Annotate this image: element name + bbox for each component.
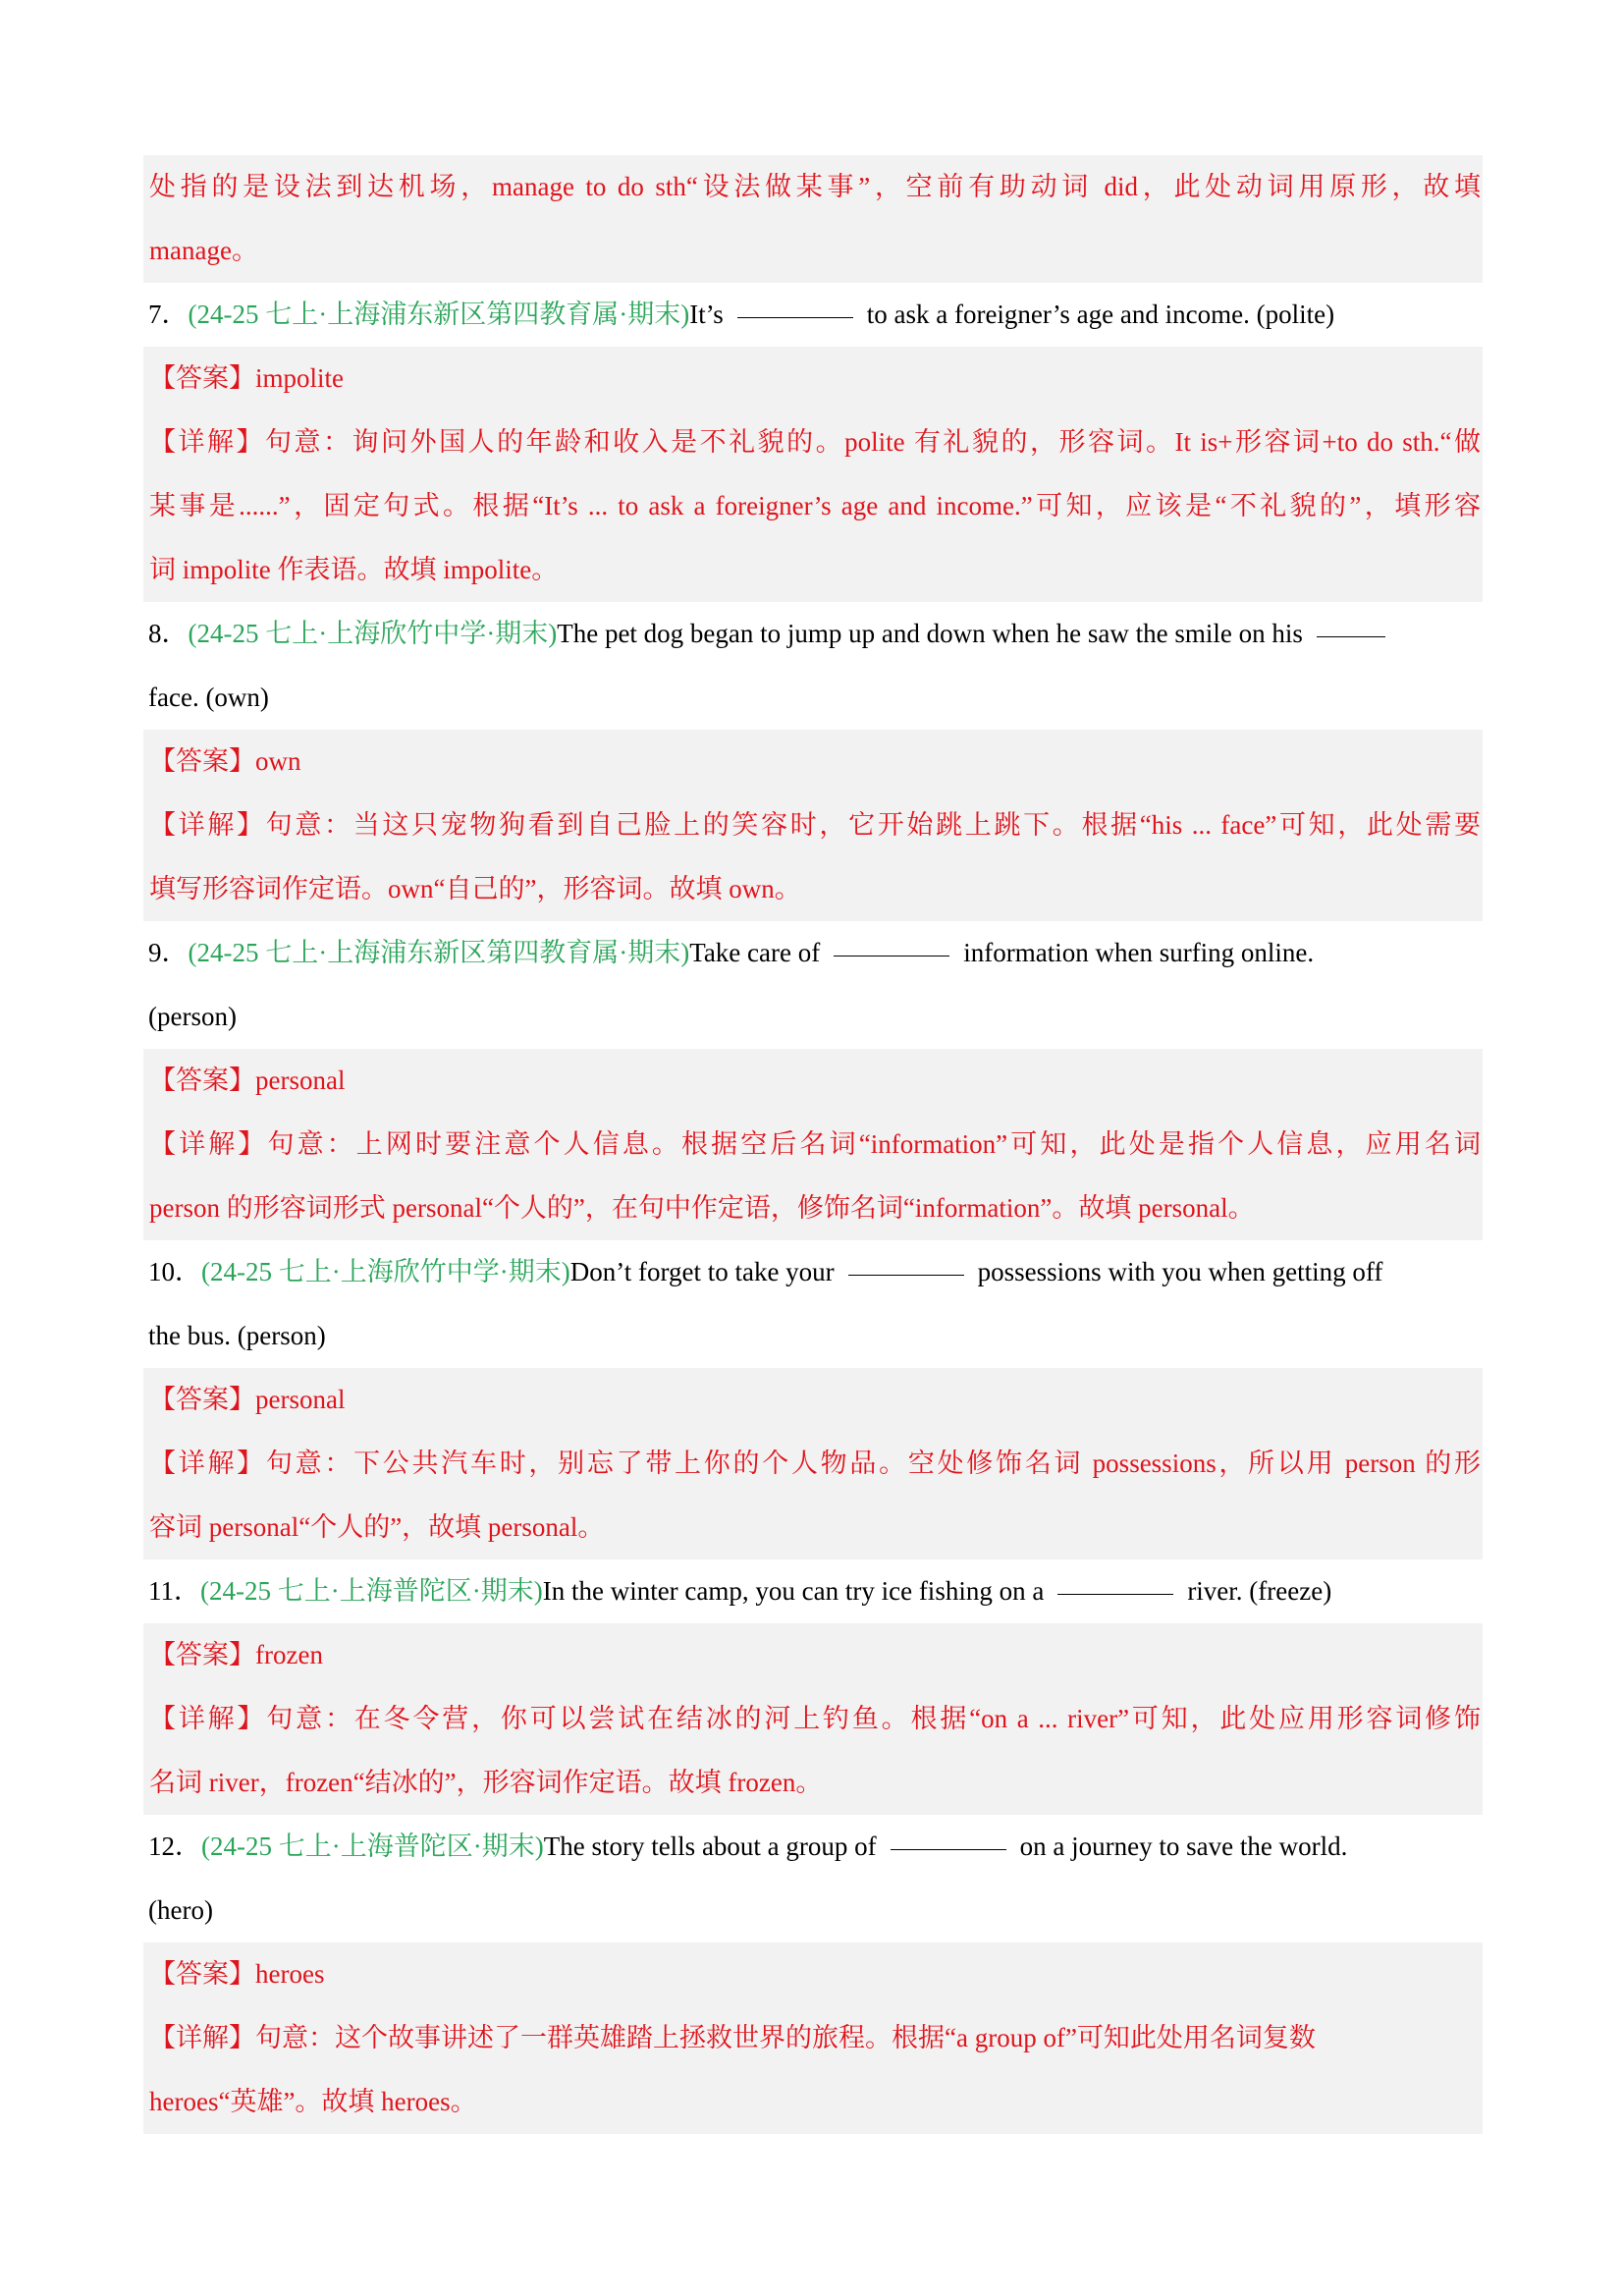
explanation-line: heroes“英雄”。故填 heroes。 <box>149 2087 477 2116</box>
answer-line: 【答案】personal <box>149 1066 346 1095</box>
question-source: (24-25 七上·上海欣竹中学·期末) <box>201 1257 570 1286</box>
answer-line: 【答案】frozen <box>149 1640 323 1669</box>
question-7 <box>143 283 1483 347</box>
question-9 <box>143 921 1483 1049</box>
question-line: the bus. (person) <box>148 1321 326 1350</box>
question-source: (24-25 七上·上海普陀区·期末) <box>200 1576 543 1606</box>
answer-blank <box>1317 635 1385 637</box>
answer-block-continued <box>143 155 1483 283</box>
question-number: 8． <box>148 619 189 648</box>
answer-block-12 <box>143 1942 1483 2134</box>
answer-block-10 <box>143 1368 1483 1559</box>
question-line <box>143 1240 1483 1304</box>
explanation-line: 填写形容词作定语。own“自己的”，形容词。故填 own。 <box>149 874 801 903</box>
document-content <box>143 155 1483 2134</box>
question-source: (24-25 七上·上海欣竹中学·期末) <box>188 619 558 648</box>
explanation-line: 【详解】句意：这个故事讲述了一群英雄踏上拯救世界的旅程。根据“a group of”可知此处用名词复数 <box>149 2023 1316 2052</box>
question-line: face. (own) <box>148 683 269 712</box>
explanation-line: 名词 river，frozen“结冰的”，形容词作定语。故填 frozen。 <box>149 1768 823 1797</box>
question-number: 9． <box>148 938 189 967</box>
question-number: 7． <box>148 300 189 329</box>
question-line <box>143 1559 1483 1623</box>
question-8 <box>143 602 1483 730</box>
question-line: (hero) <box>148 1895 213 1925</box>
answer-blank <box>1057 1593 1173 1595</box>
question-10 <box>143 1240 1483 1368</box>
question-text: possessions with you when getting off <box>977 1257 1383 1286</box>
question-line <box>143 602 1483 666</box>
explanation-line: 容词 personal“个人的”，故填 personal。 <box>149 1512 605 1542</box>
answer-block-7 <box>143 347 1483 602</box>
question-text: to ask a foreigner’s age and income. (polite) <box>866 300 1335 329</box>
answer-block-11 <box>143 1623 1483 1815</box>
explanation-line: 【详解】句意：当这只宠物狗看到自己脸上的笑容时，它开始跳上跳下。根据“his ... face”可知，此处需要 <box>149 810 1481 840</box>
question-source: (24-25 七上·上海浦东新区第四教育属·期末) <box>188 300 690 329</box>
question-text: The pet dog began to jump up and down when he saw the smile on his <box>557 619 1303 648</box>
explanation-line: 【详解】句意：询问外国人的年龄和收入是不礼貌的。polite 有礼貌的，形容词。It is+形容词+to do sth.“做 <box>149 427 1481 457</box>
question-source: (24-25 七上·上海普陀区·期末) <box>201 1831 544 1861</box>
question-text: Take care of <box>689 938 821 967</box>
explanation-line: 【详解】句意：在冬令营，你可以尝试在结冰的河上钓鱼。根据“on a ... river”可知，此处应用形容词修饰 <box>149 1704 1481 1733</box>
question-number: 11． <box>148 1576 200 1606</box>
question-text: on a journey to save the world. <box>1019 1831 1348 1861</box>
question-line <box>143 283 1483 347</box>
answer-line: 【答案】own <box>149 746 301 776</box>
question-number: 10． <box>148 1257 201 1286</box>
answer-blank <box>848 1274 964 1276</box>
answer-line: 【答案】impolite <box>149 363 344 393</box>
answer-block-8 <box>143 730 1483 921</box>
question-line: (person) <box>148 1002 237 1031</box>
explanation-line: 词 impolite 作表语。故填 impolite。 <box>149 555 559 584</box>
question-line <box>143 1815 1483 1879</box>
question-text: It’s <box>689 300 724 329</box>
explanation-line: 某事是......”，固定句式。根据“It’s ... to ask a foreigner’s age and income.”可知，应该是“不礼貌的”，填形容 <box>149 491 1481 520</box>
answer-blank <box>891 1848 1006 1850</box>
question-text: river. (freeze) <box>1187 1576 1332 1606</box>
question-source: (24-25 七上·上海浦东新区第四教育属·期末) <box>188 938 690 967</box>
question-text: In the winter camp, you can try ice fishing on a <box>542 1576 1045 1606</box>
question-line <box>143 921 1483 985</box>
question-number: 12． <box>148 1831 201 1861</box>
question-12 <box>143 1815 1483 1942</box>
answer-blank <box>834 955 949 957</box>
answer-line: 【答案】personal <box>149 1385 346 1414</box>
explanation-line: 【详解】句意：下公共汽车时，别忘了带上你的个人物品。空处修饰名词 possessions，所以用 person 的形 <box>149 1449 1481 1478</box>
question-11 <box>143 1559 1483 1623</box>
question-text: information when surfing online. <box>963 938 1315 967</box>
explanation-line: person 的形容词形式 personal“个人的”，在句中作定语，修饰名词“information”。故填 personal。 <box>149 1193 1255 1223</box>
answer-line: 【答案】heroes <box>149 1959 325 1989</box>
explanation-line: 处指的是设法到达机场，manage to do sth“设法做某事”，空前有助动词 did，此处动词用原形，故填 <box>149 172 1481 201</box>
answer-block-9 <box>143 1049 1483 1240</box>
explanation-line: manage。 <box>149 236 258 265</box>
question-text: Don’t forget to take your <box>569 1257 835 1286</box>
question-text: The story tells about a group of <box>543 1831 877 1861</box>
explanation-line: 【详解】句意：上网时要注意个人信息。根据空后名词“information”可知，此处是指个人信息，应用名词 <box>149 1129 1481 1159</box>
answer-blank <box>737 316 853 318</box>
